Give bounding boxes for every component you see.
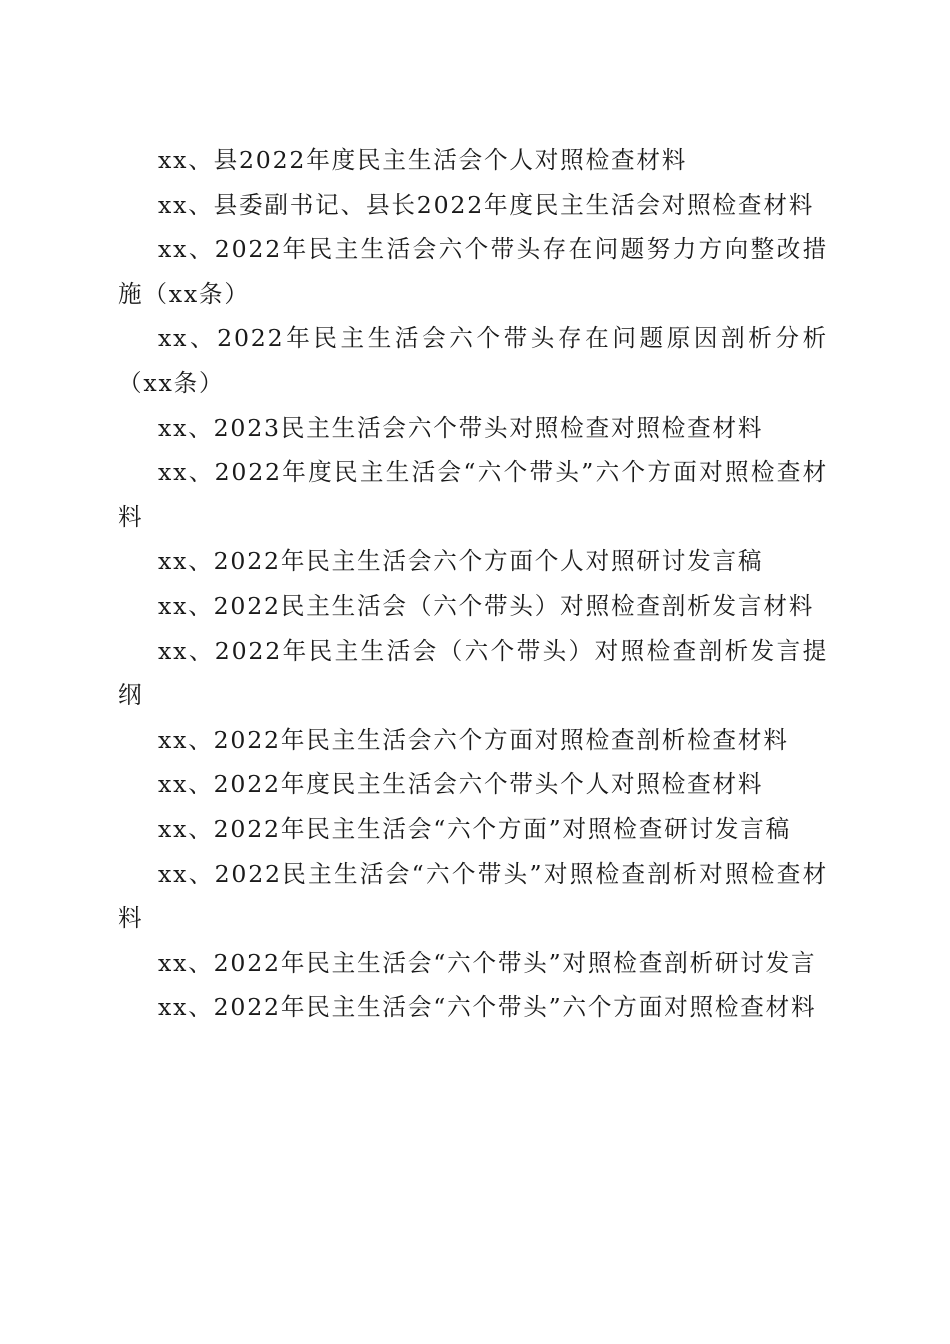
document-entry-9: xx、2022年民主生活会（六个带头）对照检查剖析发言提纲 [118,636,828,710]
document-entry-15: xx、2022年民主生活会“六个带头”六个方面对照检查材料 [158,993,817,1022]
document-entry-10: xx、2022年民主生活会六个方面对照检查剖析检查材料 [158,725,789,754]
document-page [118,138,828,1030]
document-entry-11: xx、2022年度民主生活会六个带头个人对照检查材料 [158,770,764,799]
document-entry-6: xx、2022年度民主生活会“六个带头”六个方面对照检查材料 [118,458,828,531]
document-entry-7: xx、2022年民主生活会六个方面个人对照研讨发言稿 [158,547,764,576]
document-entry-12: xx、2022年民主生活会“六个方面”对照检查研讨发言稿 [158,814,792,843]
document-entry-13: xx、2022民主生活会“六个带头”对照检查剖析对照检查材料 [118,859,828,933]
document-entry-5: xx、2023民主生活会六个带头对照检查对照检查材料 [158,413,764,442]
document-entry-2: xx、县委副书记、县长2022年度民主生活会对照检查材料 [158,190,815,219]
document-entry-8: xx、2022民主生活会（六个带头）对照检查剖析发言材料 [158,591,815,620]
document-entry-4: xx、2022年民主生活会六个带头存在问题原因剖析分析（xx条） [118,324,828,397]
document-entry-1: xx、县2022年度民主生活会个人对照检查材料 [158,146,688,174]
document-entry-14: xx、2022年民主生活会“六个带头”对照检查剖析研讨发言 [158,948,817,977]
document-entry-3: xx、2022年民主生活会六个带头存在问题努力方向整改措施（xx条） [118,235,828,308]
